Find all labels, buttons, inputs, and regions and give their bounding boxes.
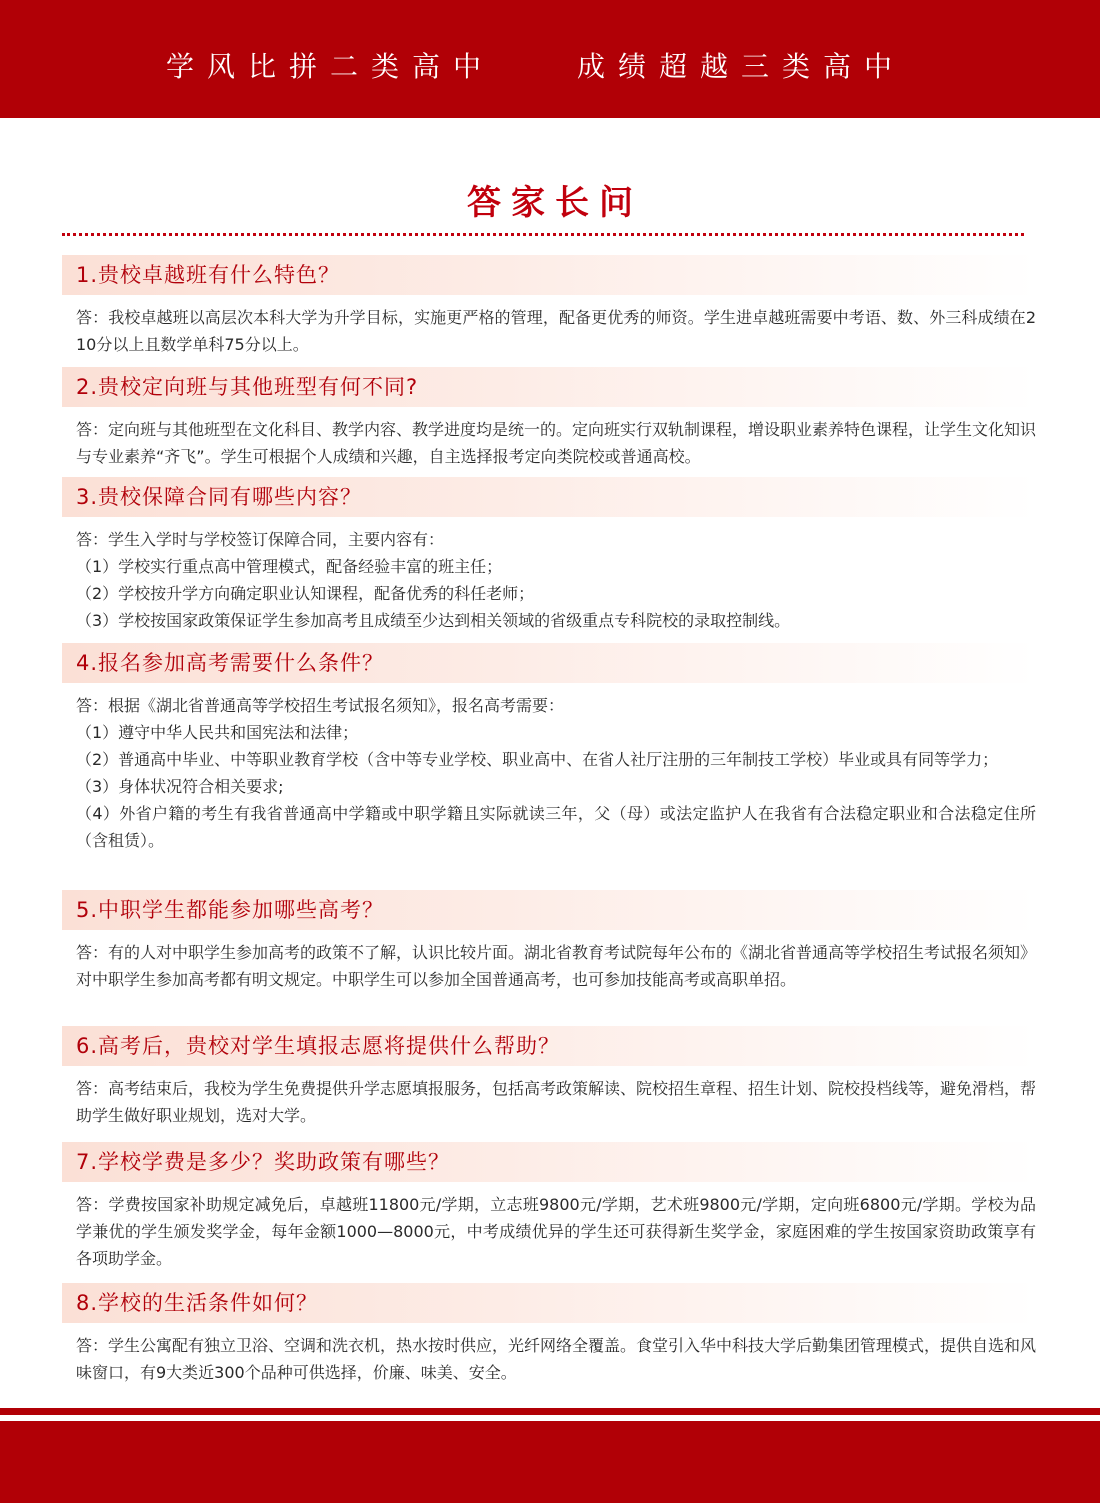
qa-item-8 [62, 1283, 1036, 1386]
answer-line: 答：学生公寓配有独立卫浴、空调和洗衣机，热水按时供应，光纤网络全覆盖。食堂引入华中科技大学后勤集团管理模式，提供自选和风味窗口，有9大类近300个品种可供选择，价廉、味美、安全。 [76, 1336, 1037, 1382]
question-heading: 3.贵校保障合同有哪些内容？ [62, 477, 1036, 517]
answer-line: 答：学生入学时与学校签订保障合同，主要内容有： [76, 530, 445, 549]
question-heading: 8.学校的生活条件如何？ [62, 1283, 1036, 1323]
question-heading: 4.报名参加高考需要什么条件？ [62, 643, 1036, 683]
answer-text [62, 683, 1036, 854]
answer-line: （2）学校按升学方向确定职业认知课程，配备优秀的科任老师； [76, 584, 535, 603]
question-heading: 6.高考后，贵校对学生填报志愿将提供什么帮助？ [62, 1026, 1036, 1066]
top-banner [0, 0, 1100, 118]
bottom-band-stripe [0, 1415, 1100, 1421]
answer-text [62, 1182, 1036, 1272]
slogan-right: 成绩超越三类高中 [577, 50, 906, 83]
slogan-left: 学风比拼二类高中 [166, 50, 495, 83]
answer-line: 答：学费按国家补助规定减免后，卓越班11800元/学期，立志班9800元/学期，艺术班9800元/学期，定向班6800元/学期。学校为品学兼优的学生颁发奖学金，每年金额1000—8000元，中考成绩优异的学生还可获得新生奖学金，家庭困难的学生按国家资助政策享有各项助学金。 [76, 1195, 1036, 1268]
qa-item-1 [62, 255, 1036, 358]
answer-text [62, 1323, 1036, 1386]
answer-line: 答：定向班与其他班型在文化科目、教学内容、教学进度均是统一的。定向班实行双轨制课程，增设职业素养特色课程，让学生文化知识与专业素养“齐飞”。学生可根据个人成绩和兴趣，自主选择报考定向类院校或普通高校。 [76, 420, 1037, 466]
qa-item-2 [62, 367, 1036, 470]
answer-line: 答：高考结束后，我校为学生免费提供升学志愿填报服务，包括高考政策解读、院校招生章程、招生计划、院校投档线等，避免滑档，帮助学生做好职业规划，选对大学。 [76, 1079, 1037, 1125]
qa-item-3 [62, 477, 1036, 634]
answer-line: 答：我校卓越班以高层次本科大学为升学目标，实施更严格的管理，配备更优秀的师资。学生进卓越班需要中考语、数、外三科成绩在210分以上且数学单科75分以上。 [76, 308, 1036, 354]
answer-text [62, 295, 1036, 358]
qa-item-6 [62, 1026, 1036, 1129]
qa-item-7 [62, 1142, 1036, 1272]
answer-line: （3）身体状况符合相关要求; [76, 777, 284, 796]
answer-line: 答：根据《湖北省普通高等学校招生考试报名须知》，报名高考需要： [76, 696, 565, 715]
answer-line: （1）遵守中华人民共和国宪法和法律； [76, 723, 359, 742]
bottom-band [0, 1408, 1100, 1503]
title-divider [62, 233, 1024, 236]
qa-item-4 [62, 643, 1036, 854]
qa-item-5 [62, 890, 1036, 993]
answer-line: （3）学校按国家政策保证学生参加高考且成绩至少达到相关领域的省级重点专科院校的录取控制线。 [76, 611, 791, 630]
answer-text [62, 517, 1036, 634]
answer-line: （2）普通高中毕业、中等职业教育学校（含中等专业学校、职业高中、在省人社厅注册的三年制技工学校）毕业或具有同等学力； [76, 750, 999, 769]
answer-line: 答：有的人对中职学生参加高考的政策不了解，认识比较片面。湖北省教育考试院每年公布的《湖北省普通高等学校招生考试报名须知》对中职学生参加高考都有明文规定。中职学生可以参加全国普通高考，也可参加技能高考或高职单招。 [76, 943, 1037, 989]
question-heading: 7.学校学费是多少？奖助政策有哪些？ [62, 1142, 1036, 1182]
question-heading: 2.贵校定向班与其他班型有何不同? [62, 367, 1036, 407]
answer-text [62, 930, 1036, 993]
page-title: 答家长问 [467, 183, 643, 223]
answer-text [62, 1066, 1036, 1129]
question-heading: 5.中职学生都能参加哪些高考？ [62, 890, 1036, 930]
answer-text [62, 407, 1036, 470]
answer-line: （4）外省户籍的考生有我省普通高中学籍或中职学籍且实际就读三年，父（母）或法定监护人在我省有合法稳定职业和合法稳定住所（含租赁）。 [76, 804, 1036, 850]
question-heading: 1.贵校卓越班有什么特色？ [62, 255, 1036, 295]
answer-line: （1）学校实行重点高中管理模式，配备经验丰富的班主任； [76, 557, 503, 576]
